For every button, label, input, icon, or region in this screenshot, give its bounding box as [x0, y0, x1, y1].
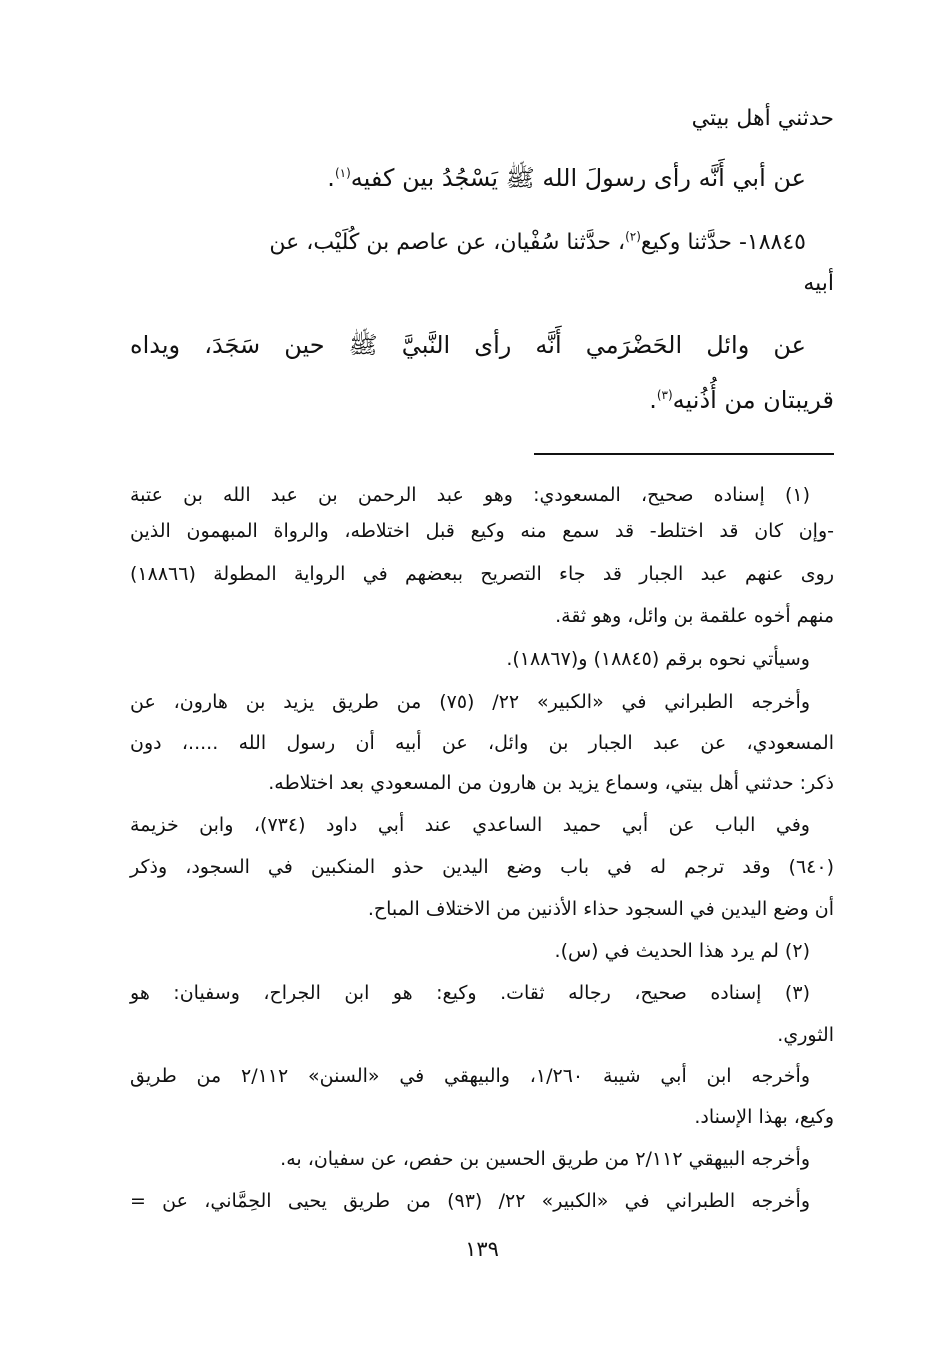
footnote-line: (٢) لم يرد هذا الحديث في (س). — [554, 940, 810, 962]
footnote-divider — [534, 453, 834, 455]
footnote-line: وأخرجه ابن أبي شيبة ١/٢٦٠، والبيهقي في «السنن» ٢/١١٢ من طريق — [130, 1065, 810, 1087]
footnote-line: روى عنهم عبد الجبار قد جاء التصريح ببعضهم في الرواية المطولة (١٨٨٦٦) — [130, 563, 834, 585]
footnote-line: وكيع، بهذا الإسناد. — [694, 1106, 834, 1128]
page-number: ١٣٩ — [465, 1237, 499, 1261]
footnote-line: وفي الباب عن أبي حميد الساعدي عند أبي داود (٧٣٤)، وابن خزيمة — [130, 814, 810, 836]
footnote-line: وسيأتي نحوه برقم (١٨٨٤٥) و(١٨٨٦٧). — [506, 648, 810, 670]
footnote-line: وأخرجه الطبراني في «الكبير» ٢٢/ (٧٥) من طريق يزيد بن هارون، عن — [130, 691, 810, 713]
footnote-line: وأخرجه الطبراني في «الكبير» ٢٢/ (٩٣) من طريق يحيى الحِمَّاني، عن = — [130, 1190, 810, 1212]
main-text-line-2: عن أبي أَنَّه رأى رسولَ الله ﷺ يَسْجُدُ بين كفيه$^{(١)}$. — [327, 164, 806, 192]
footnote-line: منهم أخوه علقمة بن وائل، وهو ثقة. — [555, 605, 834, 627]
footnote-line: الثوري. — [777, 1024, 834, 1046]
footnote-ref-2: (٢) — [625, 229, 641, 244]
footnote-ref-1: (١) — [334, 166, 351, 180]
main-text-line-1: حدثني أهل بيتي — [691, 106, 834, 131]
footnote-line: (١) إسناده صحيح، المسعودي: وهو عبد الرحمن بن عبد الله بن عتبة — [130, 484, 810, 506]
footnote-line: أن وضع اليدين في السجود حذاء الأذنين من الاختلاف المباح. — [367, 898, 834, 920]
footnote-line: -وإن كان قد اختلط- قد سمع منه وكيع قبل اختلاطه، والرواة المبهمون الذين — [130, 520, 834, 542]
main-text-line-4: أبيه — [803, 271, 834, 296]
footnote-ref-3: (٣) — [656, 388, 673, 402]
footnote-line: المسعودي، عن عبد الجبار بن وائل، عن أبيه أن رسول الله .....، دون — [130, 732, 834, 754]
main-text-line-5: عن وائل الحَضْرَمي أَنَّه رأى النَّبيَّ ﷺ حين سَجَدَ، ويداه — [130, 331, 806, 359]
main-text-line-6: قريبتان من أُذُنيه$^{(٣)}$. — [649, 386, 834, 414]
footnote-line: ذكر: حدثني أهل بيتي، وسماع يزيد بن هارون من المسعودي بعد اختلاطه. — [268, 772, 834, 794]
hadith-number-18845: ١٨٨٤٥- حدَّثنا وكيع — [640, 230, 806, 255]
footnote-line: وأخرجه البيهقي ٢/١١٢ من طريق الحسين بن حفص، عن سفيان، به. — [280, 1148, 810, 1170]
footnote-line: (٣) إسناده صحيح، رجاله ثقات. وكيع: هو ابن الجراح، وسفيان: هو — [130, 982, 810, 1004]
footnote-line: (٦٤٠) وقد ترجم له في باب وضع اليدين حذو المنكبين في السجود، وذكر — [130, 856, 834, 878]
book-page — [130, 0, 834, 1356]
main-text-line-3: ١٨٨٤٥- حدَّثنا وكيع$^{(٢)}$، حدَّثنا سُفْيان، عن عاصم بن كُلَيْب، عن — [269, 229, 806, 255]
